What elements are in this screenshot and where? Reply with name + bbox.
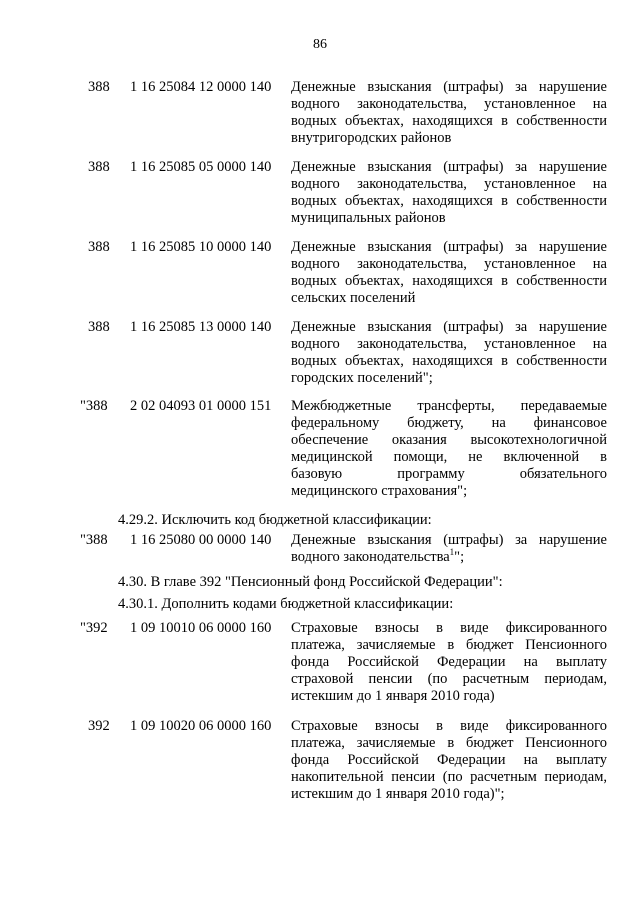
description-line: платежа, зачисляемые в бюджет Пенсионного: [291, 735, 607, 751]
paragraph-4-29-2: 4.29.2. Исключить код бюджетной классификации:: [118, 512, 432, 528]
description-line: городских поселений";: [291, 370, 433, 386]
code-description: [291, 532, 607, 566]
description-line: Межбюджетные трансферты, передаваемые: [291, 398, 607, 414]
description-line: фонда Российской Федерации на выплату: [291, 654, 607, 670]
description-text: водного законодательства: [291, 549, 450, 565]
description-line: медицинской помощи, не включенной в: [291, 449, 607, 465]
description-line: водного законодательства, установленное на: [291, 176, 607, 192]
closing-quote: ";: [454, 549, 465, 565]
chapter-code: 388: [88, 239, 110, 255]
chapter-code: "388: [80, 532, 108, 548]
description-line: медицинского страхования";: [291, 483, 468, 499]
code-description: [291, 319, 607, 387]
description-line: Страховые взносы в виде фиксированного: [291, 718, 607, 734]
budget-code: 2 02 04093 01 0000 151: [130, 398, 272, 414]
chapter-code: "388: [80, 398, 108, 414]
budget-code: 1 16 25085 05 0000 140: [130, 159, 272, 175]
chapter-code: 392: [88, 718, 110, 734]
budget-code: 1 16 25085 10 0000 140: [130, 239, 272, 255]
budget-code: 1 16 25085 13 0000 140: [130, 319, 272, 335]
description-line: водного законодательства, установленное на: [291, 96, 607, 112]
chapter-code: 388: [88, 319, 110, 335]
code-description: [291, 718, 607, 803]
description-line: истекшим до 1 января 2010 года)";: [291, 786, 505, 802]
description-line: страховой пенсии (по расчетным периодам,: [291, 671, 607, 687]
code-description: [291, 620, 607, 705]
description-line: водных объектах, находящихся в собственности: [291, 353, 607, 369]
paragraph-4-30-1: 4.30.1. Дополнить кодами бюджетной классификации:: [118, 596, 454, 612]
description-line: водных объектах, находящихся в собственности: [291, 113, 607, 129]
description-line: базовую программу обязательного: [291, 466, 607, 482]
chapter-code: 388: [88, 159, 110, 175]
page-number: 86: [313, 37, 327, 52]
description-line: платежа, зачисляемые в бюджет Пенсионного: [291, 637, 607, 653]
description-line: истекшим до 1 января 2010 года): [291, 688, 495, 704]
description-line: Денежные взыскания (штрафы) за нарушение: [291, 159, 607, 175]
description-line: Денежные взыскания (штрафы) за нарушение: [291, 319, 607, 335]
description-line: муниципальных районов: [291, 210, 446, 226]
budget-code: 1 16 25080 00 0000 140: [130, 532, 272, 548]
chapter-code: "392: [80, 620, 108, 636]
description-line: внутригородских районов: [291, 130, 452, 146]
description-line: Страховые взносы в виде фиксированного: [291, 620, 607, 636]
description-line: [291, 549, 607, 566]
chapter-code: 388: [88, 79, 110, 95]
description-line: фонда Российской Федерации на выплату: [291, 752, 607, 768]
description-line: Денежные взыскания (штрафы) за нарушение: [291, 79, 607, 95]
description-line: федеральному бюджету, на финансовое: [291, 415, 607, 431]
footnote-marker: 1: [449, 547, 455, 558]
budget-code: 1 09 10020 06 0000 160: [130, 718, 272, 734]
description-line: Денежные взыскания (штрафы) за нарушение: [291, 532, 607, 548]
code-description: [291, 398, 607, 500]
code-description: [291, 79, 607, 147]
description-line: водного законодательства, установленное на: [291, 336, 607, 352]
description-line: водного законодательства, установленное на: [291, 256, 607, 272]
description-line: водных объектах, находящихся в собственности: [291, 273, 607, 289]
code-description: [291, 239, 607, 307]
description-line: сельских поселений: [291, 290, 416, 306]
description-line: обеспечение оказания высокотехнологичной: [291, 432, 607, 448]
description-line: водных объектах, находящихся в собственности: [291, 193, 607, 209]
budget-code: 1 16 25084 12 0000 140: [130, 79, 272, 95]
description-line: Денежные взыскания (штрафы) за нарушение: [291, 239, 607, 255]
code-description: [291, 159, 607, 227]
description-line: накопительной пенсии (по расчетным периодам,: [291, 769, 607, 785]
paragraph-4-30: 4.30. В главе 392 "Пенсионный фонд Российской Федерации":: [118, 574, 503, 590]
budget-code: 1 09 10010 06 0000 160: [130, 620, 272, 636]
